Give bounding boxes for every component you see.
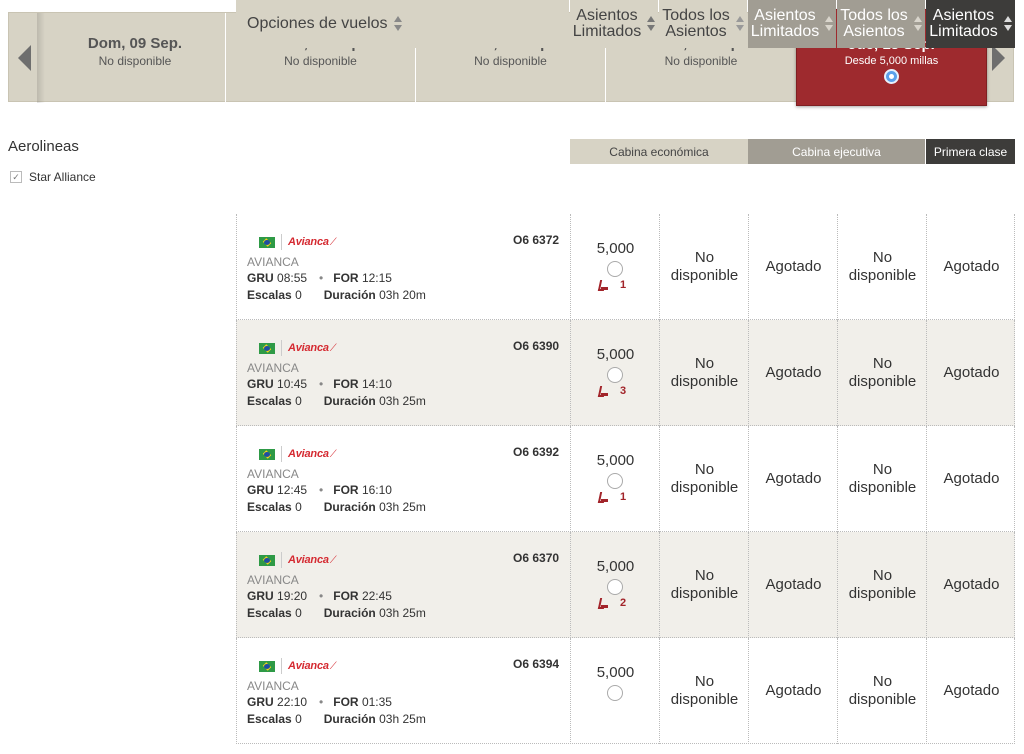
fare-select-radio[interactable] <box>607 261 623 277</box>
duration-label: Duración <box>323 712 376 726</box>
route: GRU 22:10 • FOR 01:35 <box>247 695 392 709</box>
route: GRU 12:45 • FOR 16:10 <box>247 483 392 497</box>
bird-icon: ⟋ <box>329 554 337 566</box>
destination-code: FOR <box>333 483 359 497</box>
stops-label: Escalas <box>247 288 292 302</box>
seat-icon <box>598 386 608 397</box>
cabin-economy-header: Cabina económica <box>570 139 748 164</box>
seats-count: 1 <box>620 491 627 503</box>
column-label: Limitados <box>572 23 642 40</box>
miles-price: 5,000 <box>596 452 635 469</box>
duration-label: Duración <box>323 288 376 302</box>
duration-label: Duración <box>323 606 376 620</box>
sort-icon <box>736 16 744 32</box>
seats-count: 2 <box>620 597 627 609</box>
fare-eco-limited <box>570 638 659 744</box>
column-label: Limitados <box>929 23 998 40</box>
na-text: No <box>872 461 893 478</box>
fare-exe-all <box>837 320 926 426</box>
flight-info <box>236 320 570 426</box>
fare-exe-limited <box>748 638 837 744</box>
flight-number: O6 6394 <box>513 657 560 671</box>
flight-results-list <box>236 214 1015 744</box>
route: GRU 08:55 • FOR 12:15 <box>247 271 392 285</box>
airline-logo <box>259 658 337 674</box>
sort-icon <box>394 16 402 32</box>
brand-name: Avianca <box>288 554 329 566</box>
departure-time: 10:45 <box>277 377 308 391</box>
brand-name: Avianca <box>288 342 329 354</box>
na-text: disponible <box>848 479 917 496</box>
flight-row <box>236 638 1015 744</box>
destination-code: FOR <box>333 377 359 391</box>
bird-icon: ⟋ <box>329 236 337 248</box>
arrival-time: 14:10 <box>361 377 392 391</box>
soldout-text: Agotado <box>765 682 822 699</box>
sort-exe-limited[interactable] <box>748 0 836 48</box>
stops-duration <box>247 712 426 726</box>
fare-exe-all <box>837 638 926 744</box>
sort-icon <box>647 16 655 32</box>
airline-name: AVIANCA <box>247 467 299 481</box>
sort-eco-all[interactable] <box>659 0 747 48</box>
stops-value: 0 <box>295 394 302 408</box>
seats-left <box>598 491 626 503</box>
brazil-flag-icon <box>259 661 275 672</box>
seats-left <box>598 597 626 609</box>
soldout-text: Agotado <box>943 682 1000 699</box>
date-availability: No disponible <box>664 54 738 68</box>
na-text: No <box>872 567 893 584</box>
soldout-text: Agotado <box>765 364 822 381</box>
flight-row <box>236 320 1015 426</box>
na-text: disponible <box>670 691 739 708</box>
airline-logo <box>259 340 337 356</box>
airline-name: AVIANCA <box>247 573 299 587</box>
star-alliance-checkbox[interactable] <box>10 170 96 184</box>
fare-select-radio[interactable] <box>607 473 623 489</box>
na-text: disponible <box>670 585 739 602</box>
seats-count: 3 <box>620 385 627 397</box>
na-text: No <box>694 673 715 690</box>
brand-name: Avianca <box>288 236 329 248</box>
fare-first-limited <box>926 426 1015 532</box>
fare-exe-all <box>837 532 926 638</box>
miles-price: 5,000 <box>596 346 635 363</box>
na-text: disponible <box>670 479 739 496</box>
fare-first-limited <box>926 638 1015 744</box>
arrival-time: 01:35 <box>361 695 392 709</box>
duration-label: Duración <box>323 500 376 514</box>
route: GRU 10:45 • FOR 14:10 <box>247 377 392 391</box>
soldout-text: Agotado <box>765 576 822 593</box>
soldout-text: Agotado <box>943 470 1000 487</box>
airline-name: AVIANCA <box>247 679 299 693</box>
stops-duration <box>247 606 426 620</box>
flight-number: O6 6390 <box>513 339 560 353</box>
duration-value: 03h 25m <box>379 394 426 408</box>
fare-first-limited <box>926 214 1015 320</box>
checkbox-label: Star Alliance <box>29 170 96 184</box>
fare-eco-all <box>659 532 748 638</box>
flight-row <box>236 214 1015 320</box>
flight-info <box>236 214 570 320</box>
column-label: Limitados <box>750 23 820 40</box>
seats-left <box>598 279 626 291</box>
fare-select-radio[interactable] <box>607 685 623 701</box>
destination-code: FOR <box>333 271 359 285</box>
sort-exe-all[interactable] <box>837 0 925 48</box>
cabin-first-header: Primera clase <box>926 139 1015 164</box>
date-option-09[interactable] <box>45 13 226 103</box>
airline-name: AVIANCA <box>247 361 299 375</box>
flight-row <box>236 426 1015 532</box>
sort-icon <box>914 16 922 32</box>
seat-icon <box>598 492 608 503</box>
stops-label: Escalas <box>247 500 292 514</box>
column-label: Opciones de vuelos <box>247 15 388 32</box>
destination-code: FOR <box>333 589 359 603</box>
selected-radio-icon <box>884 69 899 84</box>
fare-eco-all <box>659 426 748 532</box>
na-text: No <box>872 673 893 690</box>
brazil-flag-icon <box>259 555 275 566</box>
fare-eco-limited <box>570 320 659 426</box>
miles-price: 5,000 <box>596 240 635 257</box>
flight-number: O6 6370 <box>513 551 560 565</box>
stops-value: 0 <box>295 606 302 620</box>
fare-eco-limited <box>570 214 659 320</box>
fare-first-limited <box>926 532 1015 638</box>
date-label: Dom, 09 Sep. <box>87 35 183 52</box>
column-label: Asientos <box>576 7 638 24</box>
destination-code: FOR <box>333 695 359 709</box>
brazil-flag-icon <box>259 343 275 354</box>
arrival-time: 22:45 <box>361 589 392 603</box>
stops-label: Escalas <box>247 394 292 408</box>
date-availability: No disponible <box>284 54 357 68</box>
airline-logo <box>259 234 337 250</box>
brazil-flag-icon <box>259 449 275 460</box>
miles-price: 5,000 <box>596 558 635 575</box>
departure-time: 08:55 <box>277 271 308 285</box>
soldout-text: Agotado <box>765 258 822 275</box>
stops-value: 0 <box>295 500 302 514</box>
miles-price: 5,000 <box>596 664 635 681</box>
bird-icon: ⟋ <box>329 448 337 460</box>
origin-code: GRU <box>247 589 274 603</box>
prev-dates-button[interactable] <box>9 13 39 103</box>
date-availability: No disponible <box>98 54 172 68</box>
brand-name: Avianca <box>288 448 329 460</box>
na-text: disponible <box>848 691 917 708</box>
arrival-time: 12:15 <box>361 271 392 285</box>
departure-time: 19:20 <box>277 589 308 603</box>
stops-duration <box>247 288 426 302</box>
column-label: Asientos <box>932 7 995 24</box>
origin-code: GRU <box>247 695 274 709</box>
na-text: disponible <box>848 267 917 284</box>
fare-select-radio[interactable] <box>607 367 623 383</box>
fare-exe-all <box>837 426 926 532</box>
na-text: disponible <box>670 373 739 390</box>
brazil-flag-icon <box>259 237 275 248</box>
origin-code: GRU <box>247 483 274 497</box>
column-label: Asientos <box>754 7 816 24</box>
fare-exe-limited <box>748 320 837 426</box>
stops-duration <box>247 394 426 408</box>
soldout-text: Agotado <box>765 470 822 487</box>
flight-info <box>236 638 570 744</box>
airlines-filter-title: Aerolineas <box>8 138 79 155</box>
column-label: Todos los <box>840 7 908 24</box>
origin-code: GRU <box>247 377 274 391</box>
brand-name: Avianca <box>288 660 329 672</box>
na-text: No <box>872 355 893 372</box>
fare-exe-limited <box>748 214 837 320</box>
airline-name: AVIANCA <box>247 255 299 269</box>
arrival-time: 16:10 <box>361 483 392 497</box>
route: GRU 19:20 • FOR 22:45 <box>247 589 392 603</box>
soldout-text: Agotado <box>943 258 1000 275</box>
departure-time: 22:10 <box>277 695 308 709</box>
fare-select-radio[interactable] <box>607 579 623 595</box>
fare-eco-limited <box>570 426 659 532</box>
sort-flight-options[interactable] <box>236 0 569 48</box>
column-label: Asientos <box>843 23 905 40</box>
na-text: No <box>694 461 715 478</box>
flight-row <box>236 532 1015 638</box>
duration-value: 03h 20m <box>379 288 426 302</box>
bird-icon: ⟋ <box>329 342 337 354</box>
soldout-text: Agotado <box>943 364 1000 381</box>
departure-time: 12:45 <box>277 483 308 497</box>
seats-left <box>598 385 626 397</box>
date-availability: No disponible <box>474 54 547 68</box>
fare-eco-all <box>659 320 748 426</box>
na-text: No <box>694 567 715 584</box>
stops-duration <box>247 500 426 514</box>
na-text: No <box>694 355 715 372</box>
flight-number: O6 6392 <box>513 445 560 459</box>
fare-exe-limited <box>748 532 837 638</box>
flight-info <box>236 426 570 532</box>
bird-icon: ⟋ <box>329 660 337 672</box>
sort-first-limited[interactable] <box>926 0 1015 48</box>
airline-logo <box>259 446 337 462</box>
fare-exe-limited <box>748 426 837 532</box>
cabin-executive-header: Cabina ejecutiva <box>748 139 925 164</box>
soldout-text: Agotado <box>943 576 1000 593</box>
fare-exe-all <box>837 214 926 320</box>
seat-icon <box>598 598 608 609</box>
duration-value: 03h 25m <box>379 606 426 620</box>
na-text: disponible <box>670 267 739 284</box>
na-text: disponible <box>848 373 917 390</box>
date-availability: Desde 5,000 millas <box>844 55 939 67</box>
sort-icon <box>825 16 833 32</box>
duration-label: Duración <box>323 394 376 408</box>
seat-icon <box>598 280 608 291</box>
stops-label: Escalas <box>247 712 292 726</box>
fare-eco-all <box>659 638 748 744</box>
stops-value: 0 <box>295 288 302 302</box>
seats-count: 1 <box>620 279 627 291</box>
chevron-left-icon <box>18 45 31 71</box>
na-text: disponible <box>848 585 917 602</box>
stops-value: 0 <box>295 712 302 726</box>
sort-icon <box>1004 16 1012 32</box>
fare-first-limited <box>926 320 1015 426</box>
column-label: Todos los <box>662 7 730 24</box>
origin-code: GRU <box>247 271 274 285</box>
na-text: No <box>694 249 715 266</box>
flight-info <box>236 532 570 638</box>
airline-logo <box>259 552 337 568</box>
duration-value: 03h 25m <box>379 500 426 514</box>
duration-value: 03h 25m <box>379 712 426 726</box>
chevron-right-icon <box>992 45 1005 71</box>
sort-eco-limited[interactable] <box>570 0 658 48</box>
checkbox-icon: ✓ <box>10 171 22 183</box>
fare-eco-limited <box>570 532 659 638</box>
flight-number: O6 6372 <box>513 233 560 247</box>
na-text: No <box>872 249 893 266</box>
fare-eco-all <box>659 214 748 320</box>
stops-label: Escalas <box>247 606 292 620</box>
column-label: Asientos <box>665 23 727 40</box>
